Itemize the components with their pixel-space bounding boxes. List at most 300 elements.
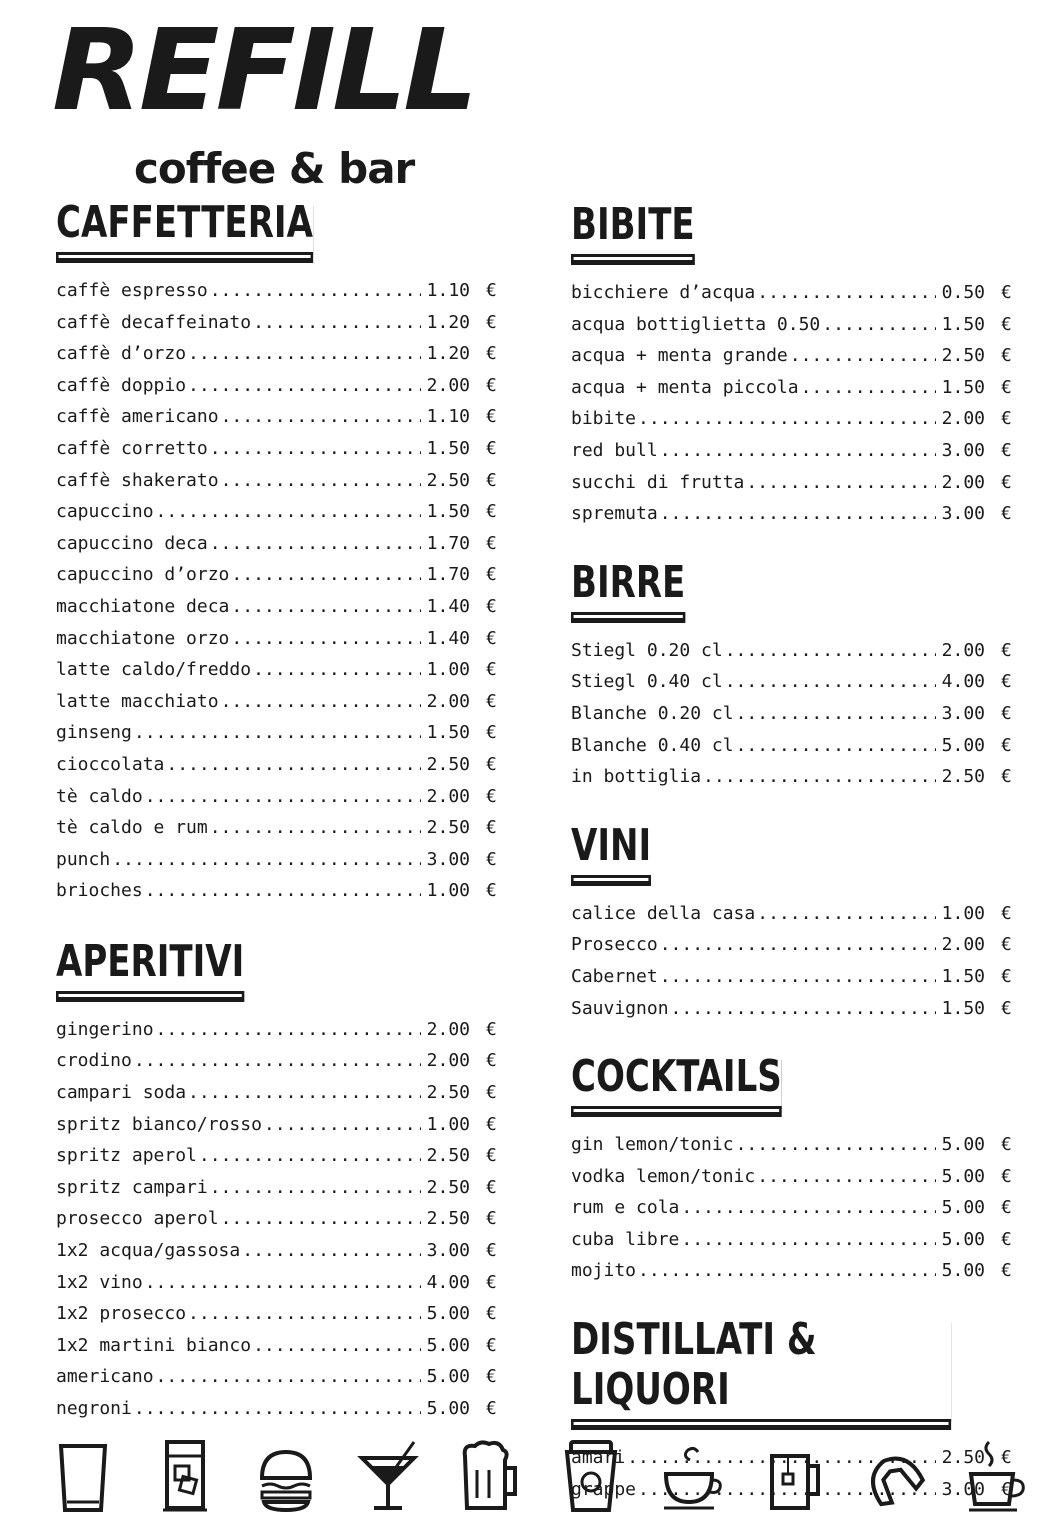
currency-symbol: € (1001, 965, 1012, 987)
logo-subtitle: coffee & bar (134, 144, 415, 193)
menu-item (571, 1129, 1013, 1161)
item-price: 3.00 (941, 702, 985, 724)
section-title: VINI (571, 821, 651, 878)
currency-symbol: € (1001, 1478, 1012, 1500)
dot-leader (231, 559, 420, 591)
dot-leader (210, 433, 421, 465)
dot-leader (134, 717, 421, 749)
coffee-cup-icon (659, 1438, 725, 1514)
item-price: 5.00 (426, 1334, 470, 1356)
currency-symbol: € (1001, 702, 1012, 724)
item-name: 1x2 acqua/gassosa (56, 1240, 241, 1262)
currency-symbol: € (1001, 439, 1012, 461)
menu-item (571, 277, 1013, 309)
logo-title: REFILL (52, 4, 475, 136)
dot-leader (199, 1140, 421, 1172)
dot-leader (210, 275, 421, 307)
section-title: DISTILLATI & LIQUORI (571, 1315, 951, 1422)
currency-symbol: € (486, 343, 497, 365)
item-name: latte caldo/freddo (56, 659, 252, 681)
currency-symbol: € (486, 1240, 497, 1262)
item-name: americano (56, 1366, 154, 1388)
item-name: 1x2 martini bianco (56, 1334, 252, 1356)
item-price: 2.00 (426, 374, 470, 396)
currency-symbol: € (486, 817, 497, 839)
menu-item (571, 1161, 1013, 1193)
currency-symbol: € (1001, 313, 1012, 335)
item-name: gingerino (56, 1018, 154, 1040)
dot-leader (231, 591, 420, 623)
item-price: 1.50 (426, 501, 470, 523)
menu-item (56, 496, 498, 528)
currency-symbol: € (486, 659, 497, 681)
item-price: 2.00 (941, 639, 985, 661)
currency-symbol: € (486, 1398, 497, 1419)
dot-leader (638, 403, 936, 435)
item-name: crodino (56, 1050, 132, 1072)
menu-item (56, 717, 498, 749)
item-price: 1.20 (426, 311, 470, 333)
dot-leader (736, 698, 936, 730)
item-name: macchiatone deca (56, 595, 230, 617)
dot-leader (231, 623, 420, 655)
item-price: 5.00 (426, 1303, 470, 1325)
dot-leader (790, 340, 936, 372)
hot-cup-icon (964, 1438, 1030, 1514)
item-name: caffè americano (56, 406, 219, 428)
menu-item (56, 1109, 498, 1141)
dot-leader (681, 1224, 935, 1256)
currency-symbol: € (1001, 997, 1012, 1019)
item-name: red bull (571, 439, 658, 461)
item-name: spritz aperol (56, 1145, 197, 1167)
currency-symbol: € (1001, 1134, 1012, 1156)
item-price: 2.50 (426, 753, 470, 775)
menu-item (571, 929, 1013, 961)
currency-symbol: € (486, 785, 497, 807)
menu-item (571, 372, 1013, 404)
item-name: campari soda (56, 1082, 187, 1104)
currency-symbol: € (1001, 1228, 1012, 1250)
dot-leader (156, 1361, 421, 1393)
currency-symbol: € (486, 880, 497, 902)
menu-item (56, 781, 498, 813)
item-name: negroni (56, 1398, 132, 1419)
dot-leader (188, 370, 421, 402)
section-aperitivi (56, 937, 498, 1425)
menu-item (56, 1140, 498, 1172)
menu-item (56, 307, 498, 339)
item-price: 3.00 (941, 439, 985, 461)
item-price: 1.00 (426, 1113, 470, 1135)
currency-symbol: € (1001, 376, 1012, 398)
dot-leader (145, 1267, 421, 1299)
item-price: 2.00 (426, 785, 470, 807)
dot-leader (801, 372, 936, 404)
dot-leader (660, 498, 936, 530)
currency-symbol: € (486, 1082, 497, 1104)
currency-symbol: € (1001, 408, 1012, 430)
dot-leader (156, 1014, 421, 1046)
menu-item (571, 761, 1013, 793)
currency-symbol: € (1001, 766, 1012, 788)
item-price: 2.00 (941, 408, 985, 430)
item-price: 1.50 (426, 722, 470, 744)
menu-item (56, 1077, 498, 1109)
item-name: gin lemon/tonic (571, 1134, 734, 1156)
item-name: caffè espresso (56, 280, 208, 301)
currency-symbol: € (486, 564, 497, 586)
menu-column-left (56, 198, 498, 1425)
item-price: 2.00 (426, 1050, 470, 1072)
currency-symbol: € (486, 437, 497, 459)
currency-symbol: € (1001, 471, 1012, 493)
currency-symbol: € (486, 501, 497, 523)
menu-item (56, 528, 498, 560)
item-name: bicchiere d’acqua (571, 282, 756, 303)
croissant-icon (862, 1438, 928, 1514)
item-price: 2.50 (426, 817, 470, 839)
item-name: spremuta (571, 503, 658, 525)
menu-item (56, 1045, 498, 1077)
item-name: Blanche 0.20 cl (571, 702, 734, 724)
item-price: 1.10 (426, 406, 470, 428)
menu-item (56, 1172, 498, 1204)
item-price: 1.10 (426, 280, 470, 301)
item-price: 5.00 (941, 1165, 985, 1187)
item-name: 1x2 prosecco (56, 1303, 187, 1325)
icon-row (50, 1432, 1030, 1514)
menu-item (56, 275, 498, 307)
dot-leader (736, 1129, 936, 1161)
currency-symbol: € (1001, 934, 1012, 956)
dot-leader (253, 307, 421, 339)
item-price: 4.00 (941, 671, 985, 693)
menu-item (56, 465, 498, 497)
section-birre (571, 558, 1013, 793)
item-name: calice della casa (571, 902, 756, 924)
menu-item (56, 1235, 498, 1267)
dot-leader (221, 686, 421, 718)
item-price: 1.50 (941, 376, 985, 398)
dot-leader (112, 844, 420, 876)
dot-leader (188, 1077, 421, 1109)
menu-item (56, 1014, 498, 1046)
burger-icon (253, 1438, 319, 1514)
section-title: COCKTAILS (571, 1052, 782, 1109)
item-price: 2.50 (426, 469, 470, 491)
currency-symbol: € (486, 1113, 497, 1135)
item-price: 1.50 (941, 313, 985, 335)
menu-item (571, 666, 1013, 698)
menu-item (571, 340, 1013, 372)
item-price: 1.70 (426, 564, 470, 586)
dot-leader (660, 929, 936, 961)
currency-symbol: € (486, 1366, 497, 1388)
item-price: 2.00 (426, 690, 470, 712)
item-price: 5.00 (426, 1398, 470, 1419)
beer-mug-icon (456, 1438, 522, 1514)
dot-leader (210, 1172, 421, 1204)
currency-symbol: € (486, 1018, 497, 1040)
item-name: caffè shakerato (56, 469, 219, 491)
item-name: cioccolata (56, 753, 165, 775)
menu-item (56, 749, 498, 781)
dot-leader (253, 1330, 421, 1362)
item-price: 3.00 (941, 503, 985, 525)
item-name: acqua + menta grande (571, 345, 788, 367)
item-price: 3.00 (941, 1478, 985, 1500)
item-name: capuccino (56, 501, 154, 523)
item-price: 2.50 (941, 1447, 985, 1469)
currency-symbol: € (486, 1303, 497, 1325)
dot-leader (725, 635, 936, 667)
dot-leader (253, 654, 421, 686)
item-name: 1x2 vino (56, 1271, 143, 1293)
dot-leader (757, 898, 935, 930)
dot-leader (725, 666, 936, 698)
menu-item (56, 812, 498, 844)
menu-item (56, 844, 498, 876)
item-name: Blanche 0.40 cl (571, 734, 734, 756)
item-name: capuccino d’orzo (56, 564, 230, 586)
menu-item (56, 401, 498, 433)
currency-symbol: € (486, 627, 497, 649)
item-price: 5.00 (941, 1197, 985, 1219)
item-name: spritz campari (56, 1176, 208, 1198)
currency-symbol: € (1001, 282, 1012, 303)
dot-leader (166, 749, 420, 781)
currency-symbol: € (1001, 671, 1012, 693)
currency-symbol: € (486, 1050, 497, 1072)
item-name: caffè doppio (56, 374, 187, 396)
menu-item (571, 309, 1013, 341)
item-name: prosecco aperol (56, 1208, 219, 1230)
currency-symbol: € (486, 753, 497, 775)
item-name: mojito (571, 1260, 637, 1282)
item-price: 5.00 (941, 1260, 985, 1282)
section-title: BIBITE (571, 200, 695, 257)
menu-item (56, 1298, 498, 1330)
item-price: 1.40 (426, 595, 470, 617)
section-title: BIRRE (571, 558, 685, 615)
iced-drink-icon (152, 1438, 218, 1514)
menu-item (571, 1255, 1013, 1287)
item-price: 2.50 (426, 1145, 470, 1167)
currency-symbol: € (1001, 1165, 1012, 1187)
dot-leader (638, 1255, 936, 1287)
item-name: Cabernet (571, 965, 658, 987)
item-price: 5.00 (941, 1228, 985, 1250)
menu-item (571, 1224, 1013, 1256)
item-price: 2.50 (941, 345, 985, 367)
menu-item (56, 1393, 498, 1425)
section-cocktails (571, 1052, 1013, 1287)
dot-leader (746, 467, 935, 499)
item-price: 2.50 (941, 766, 985, 788)
dot-leader (221, 401, 421, 433)
item-name: caffè corretto (56, 437, 208, 459)
item-name: capuccino deca (56, 532, 208, 554)
dot-leader (671, 993, 936, 1025)
item-name: macchiatone orzo (56, 627, 230, 649)
item-name: acqua + menta piccola (571, 376, 799, 398)
logo (52, 4, 512, 193)
currency-symbol: € (1001, 1197, 1012, 1219)
item-name: in bottiglia (571, 766, 702, 788)
currency-symbol: € (1001, 345, 1012, 367)
menu-item (571, 961, 1013, 993)
menu-item (56, 338, 498, 370)
menu-item (56, 559, 498, 591)
item-name: cuba libre (571, 1228, 680, 1250)
menu-item (56, 1203, 498, 1235)
dot-leader (134, 1393, 421, 1425)
menu-item (56, 875, 498, 907)
takeaway-cup-icon (558, 1438, 624, 1514)
menu-item (56, 654, 498, 686)
menu-item (56, 686, 498, 718)
dot-leader (736, 730, 936, 762)
dot-leader (660, 435, 936, 467)
dot-leader (221, 1203, 421, 1235)
item-price: 2.00 (941, 934, 985, 956)
menu-item (571, 467, 1013, 499)
item-price: 2.00 (426, 1018, 470, 1040)
currency-symbol: € (1001, 503, 1012, 525)
item-name: Sauvignon (571, 997, 669, 1019)
currency-symbol: € (486, 469, 497, 491)
item-price: 3.00 (426, 1240, 470, 1262)
dot-leader (681, 1192, 935, 1224)
section-caffetteria (56, 198, 498, 907)
menu-item (571, 403, 1013, 435)
menu-item (56, 1330, 498, 1362)
dot-leader (660, 961, 936, 993)
currency-symbol: € (486, 1208, 497, 1230)
currency-symbol: € (1001, 1447, 1012, 1469)
currency-symbol: € (486, 311, 497, 333)
item-name: punch (56, 848, 111, 870)
dot-leader (210, 812, 421, 844)
item-name: Stiegl 0.40 cl (571, 671, 723, 693)
glass-icon (50, 1438, 116, 1514)
item-name: rum e cola (571, 1197, 680, 1219)
menu-item (56, 433, 498, 465)
item-price: 3.00 (426, 848, 470, 870)
item-price: 4.00 (426, 1271, 470, 1293)
item-name: tè caldo (56, 785, 143, 807)
dot-leader (221, 465, 421, 497)
dot-leader (757, 277, 935, 309)
menu-item (56, 591, 498, 623)
currency-symbol: € (486, 280, 497, 301)
currency-symbol: € (486, 848, 497, 870)
menu-item (571, 435, 1013, 467)
menu-item (571, 635, 1013, 667)
item-name: acqua bottiglietta 0.50 (571, 313, 821, 335)
menu-item (571, 698, 1013, 730)
section-vini (571, 821, 1013, 1024)
dot-leader (156, 496, 421, 528)
menu-item (571, 898, 1013, 930)
currency-symbol: € (1001, 639, 1012, 661)
dot-leader (822, 309, 935, 341)
item-price: 2.00 (941, 471, 985, 493)
item-price: 1.50 (941, 997, 985, 1019)
currency-symbol: € (486, 722, 497, 744)
item-price: 1.00 (941, 902, 985, 924)
item-name: latte macchiato (56, 690, 219, 712)
section-bibite (571, 200, 1013, 530)
item-price: 1.40 (426, 627, 470, 649)
currency-symbol: € (486, 532, 497, 554)
currency-symbol: € (1001, 734, 1012, 756)
item-name: Stiegl 0.20 cl (571, 639, 723, 661)
currency-symbol: € (486, 406, 497, 428)
item-name: caffè decaffeinato (56, 311, 252, 333)
cocktail-icon (355, 1438, 421, 1514)
item-price: 0.50 (941, 282, 985, 303)
dot-leader (210, 528, 421, 560)
item-price: 5.00 (941, 1134, 985, 1156)
item-name: ginseng (56, 722, 132, 744)
item-price: 2.50 (426, 1082, 470, 1104)
menu-item (571, 730, 1013, 762)
section-title: APERITIVI (56, 937, 244, 994)
currency-symbol: € (486, 374, 497, 396)
item-price: 1.70 (426, 532, 470, 554)
item-name: caffè d’orzo (56, 343, 187, 365)
menu-item (56, 623, 498, 655)
dot-leader (188, 338, 421, 370)
item-price: 1.00 (426, 880, 470, 902)
dot-leader (264, 1109, 421, 1141)
item-price: 1.20 (426, 343, 470, 365)
item-price: 2.50 (426, 1208, 470, 1230)
item-price: 5.00 (426, 1366, 470, 1388)
currency-symbol: € (486, 1271, 497, 1293)
currency-symbol: € (486, 1334, 497, 1356)
item-price: 1.50 (941, 965, 985, 987)
currency-symbol: € (1001, 1260, 1012, 1282)
dot-leader (757, 1161, 935, 1193)
item-name: succhi di frutta (571, 471, 745, 493)
menu-item (56, 1267, 498, 1299)
menu-column-right (571, 200, 1013, 1505)
item-price: 1.00 (426, 659, 470, 681)
dot-leader (703, 761, 936, 793)
item-price: 5.00 (941, 734, 985, 756)
currency-symbol: € (1001, 902, 1012, 924)
item-name: grappe (571, 1478, 637, 1500)
currency-symbol: € (486, 595, 497, 617)
item-name: vodka lemon/tonic (571, 1165, 756, 1187)
dot-leader (188, 1298, 421, 1330)
menu-item (571, 1192, 1013, 1224)
item-name: bibite (571, 408, 637, 430)
menu-item (571, 498, 1013, 530)
item-price: 1.50 (426, 437, 470, 459)
dot-leader (134, 1045, 421, 1077)
menu-item (56, 1361, 498, 1393)
tea-mug-icon (761, 1438, 827, 1514)
currency-symbol: € (486, 1176, 497, 1198)
currency-symbol: € (486, 1145, 497, 1167)
item-name: tè caldo e rum (56, 817, 208, 839)
item-name: Prosecco (571, 934, 658, 956)
dot-leader (145, 781, 421, 813)
